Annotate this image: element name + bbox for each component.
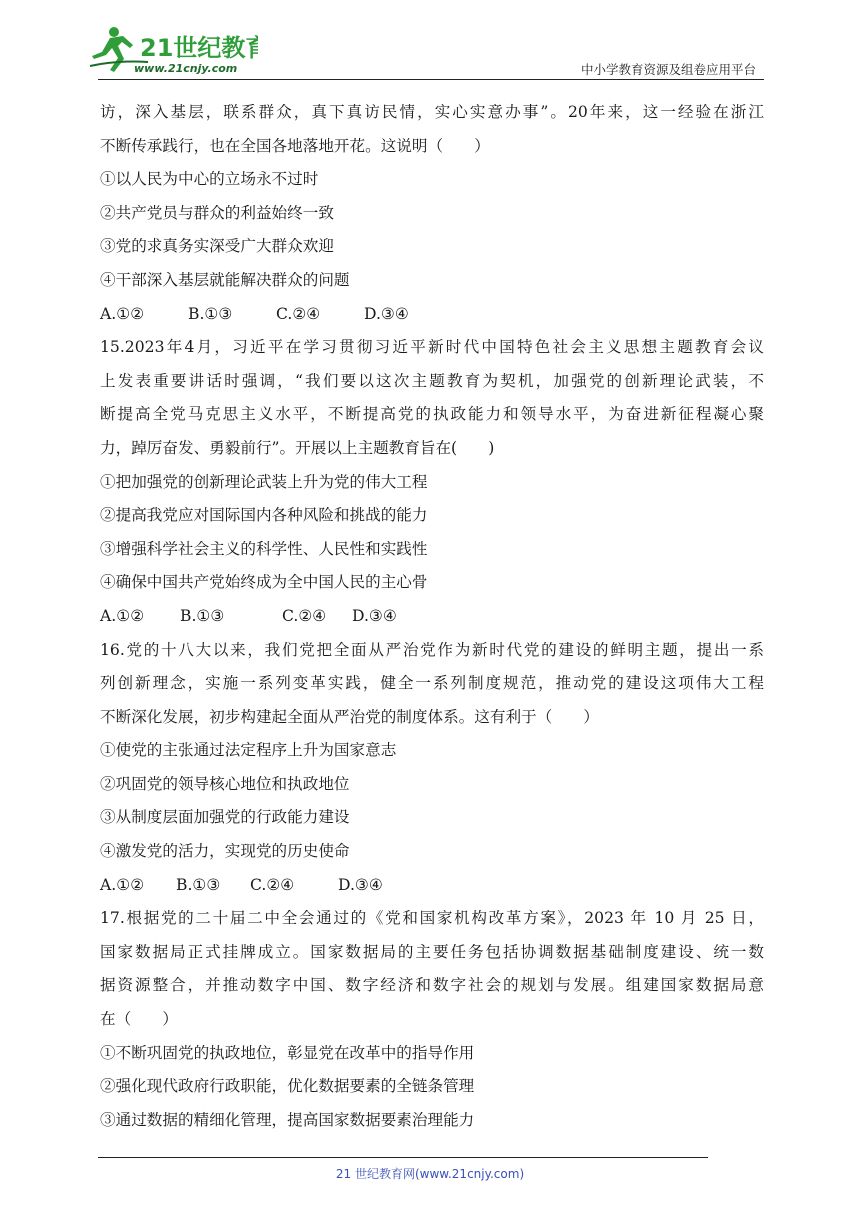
text-line: 断提高全党马克思主义水平，不断提高党的执政能力和领导水平，为奋进新征程凝心聚 <box>100 405 764 424</box>
answer-options-q16 <box>100 869 764 903</box>
text-line: ③通过数据的精细化管理，提高国家数据要素治理能力 <box>100 1110 475 1129</box>
text-line: ②提高我党应对国际国内各种风险和挑战的能力 <box>100 506 428 525</box>
option-b: B.①③ <box>180 606 225 625</box>
text-line: ②强化现代政府行政职能，优化数据要素的全链条管理 <box>100 1077 475 1096</box>
page-header <box>0 0 860 80</box>
option-d: D.③④ <box>364 304 409 323</box>
footer-divider <box>98 1157 708 1158</box>
document-body <box>100 96 764 1137</box>
text-line: 据资源整合，并推动数字中国、数字经济和数字社会的规划与发展。组建国家数据局意 <box>100 976 764 995</box>
text-line: ④干部深入基层就能解决群众的问题 <box>100 270 350 289</box>
text-line: 不断传承践行，也在全国各地落地开花。这说明（ ） <box>100 136 490 155</box>
option-b: B.①③ <box>176 875 221 894</box>
option-a: A.①② <box>100 875 145 894</box>
option-d: D.③④ <box>338 875 383 894</box>
text-line: ①不断巩固党的执政地位，彰显党在改革中的指导作用 <box>100 1043 475 1062</box>
text-line: 上发表重要讲话时强调，“我们要以这次主题教育为契机，加强党的创新理论武装，不 <box>100 371 764 390</box>
text-line: 在（ ） <box>100 1010 178 1029</box>
svg-text:21世纪教育: 21世纪教育 <box>140 34 258 62</box>
text-line: 15.2023年4月，习近平在学习贯彻习近平新时代中国特色社会主义思想主题教育会议 <box>100 338 764 357</box>
text-line: 国家数据局正式挂牌成立。国家数据局的主要任务包括协调数据基础制度建设、统一数 <box>100 942 764 961</box>
text-line: ④确保中国共产党始终成为全中国人民的主心骨 <box>100 573 428 592</box>
page-footer: 21 世纪教育网(www.21cnjy.com) <box>335 1167 525 1181</box>
option-a: A.①② <box>100 304 145 323</box>
text-line: ②巩固党的领导核心地位和执政地位 <box>100 774 350 793</box>
text-line: 力，踔厉奋发、勇毅前行”。开展以上主题教育旨在( ) <box>100 438 495 457</box>
option-c: C.②④ <box>250 875 295 894</box>
text-line: 列创新理念，实施一系列变革实践，健全一系列制度规范，推动党的建设这项伟大工程 <box>100 674 764 693</box>
header-divider <box>98 79 764 80</box>
svg-text:www.21cnjy.com: www.21cnjy.com <box>134 62 238 75</box>
runner-logo-icon <box>88 22 258 78</box>
text-line: 不断深化发展，初步构建起全面从严治党的制度体系。这有利于（ ） <box>100 707 600 726</box>
text-line: ③党的求真务实深受广大群众欢迎 <box>100 237 334 256</box>
option-d: D.③④ <box>352 606 397 625</box>
option-b: B.①③ <box>188 304 233 323</box>
text-line: ④激发党的活力，实现党的历史使命 <box>100 842 350 861</box>
text-line: ①把加强党的创新理论武装上升为党的伟大工程 <box>100 472 428 491</box>
text-line: ③从制度层面加强党的行政能力建设 <box>100 808 350 827</box>
text-line: 16.党的十八大以来，我们党把全面从严治党作为新时代党的建设的鲜明主题，提出一系 <box>100 640 764 659</box>
platform-title: 中小学教育资源及组卷应用平台 <box>580 62 756 77</box>
option-a: A.①② <box>100 606 145 625</box>
text-line: ②共产党员与群众的利益始终一致 <box>100 203 334 222</box>
text-line: ①使党的主张通过法定程序上升为国家意志 <box>100 741 397 760</box>
answer-options-q15 <box>100 600 764 634</box>
answer-options-q14 <box>100 298 764 332</box>
text-line: ③增强科学社会主义的科学性、人民性和实践性 <box>100 539 428 558</box>
text-line: ①以人民为中心的立场永不过时 <box>100 170 319 189</box>
text-line: 17.根据党的二十届二中全会通过的《党和国家机构改革方案》，2023 年 10 月 25 日， <box>100 909 764 928</box>
option-c: C.②④ <box>276 304 321 323</box>
site-logo <box>88 22 258 78</box>
option-c: C.②④ <box>282 606 327 625</box>
text-line: 访，深入基层，联系群众，真下真访民情，实心实意办事”。20年来，这一经验在浙江 <box>100 103 764 121</box>
